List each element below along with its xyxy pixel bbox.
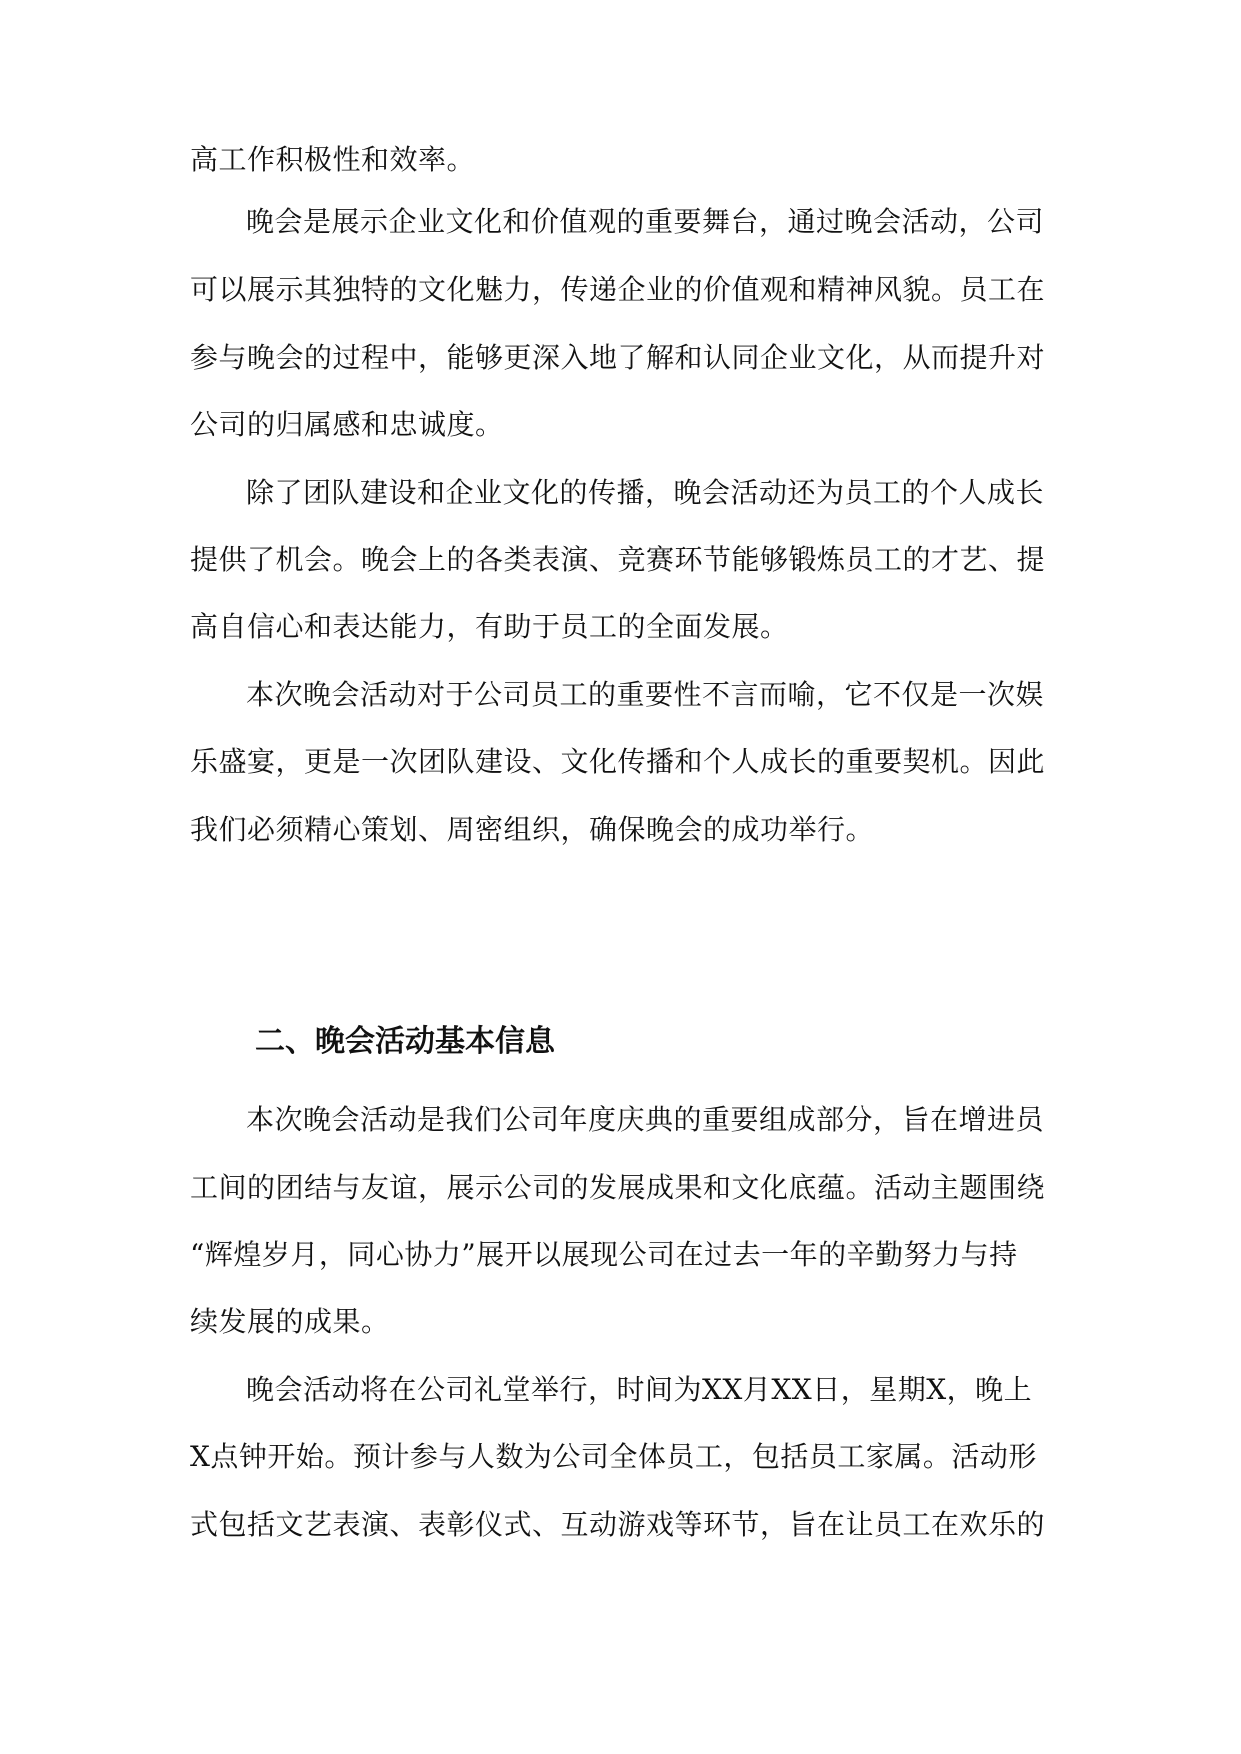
paragraph-line: 高自信心和表达能力，有助于员工的全面发展。 [190,610,789,643]
paragraph-line: 除了团队建设和企业文化的传播，晚会活动还为员工的个人成长 [246,476,1045,509]
paragraph-line: 乐盛宴，更是一次团队建设、文化传播和个人成长的重要契机。因此 [190,745,1046,778]
paragraph-line: “辉煌岁月，同心协力”展开以展现公司在过去一年的辛勤努力与持 [190,1238,1018,1271]
paragraph-line: 晚会是展示企业文化和价值观的重要舞台，通过晚会活动，公司 [246,205,1045,238]
paragraph-line: X点钟开始。预计参与人数为公司全体员工，包括员工家属。活动形 [190,1440,1037,1473]
paragraph-line: 续发展的成果。 [190,1305,390,1338]
paragraph-line: 本次晚会活动对于公司员工的重要性不言而喻，它不仅是一次娱 [246,678,1045,711]
paragraph-line: 本次晚会活动是我们公司年度庆典的重要组成部分，旨在增进员 [246,1103,1045,1136]
paragraph-line: 工间的团结与友谊，展示公司的发展成果和文化底蕴。活动主题围绕 [190,1171,1046,1204]
paragraph-line: 式包括文艺表演、表彰仪式、互动游戏等环节，旨在让员工在欢乐的 [190,1508,1046,1541]
paragraph-line: 公司的归属感和忠诚度。 [190,408,504,441]
paragraph-line: 可以展示其独特的文化魅力，传递企业的价值观和精神风貌。员工在 [190,273,1046,306]
paragraph-line: 我们必须精心策划、周密组织，确保晚会的成功举行。 [190,813,875,846]
paragraph-line: 提供了机会。晚会上的各类表演、竞赛环节能够锻炼员工的才艺、提 [190,543,1046,576]
paragraph-line: 高工作积极性和效率。 [190,143,476,176]
section-heading: 二、晚会活动基本信息 [255,1024,555,1059]
paragraph-line: 晚会活动将在公司礼堂举行，时间为XX月XX日，星期X，晚上 [246,1373,1033,1406]
paragraph-line: 参与晚会的过程中，能够更深入地了解和认同企业文化，从而提升对 [190,341,1046,374]
